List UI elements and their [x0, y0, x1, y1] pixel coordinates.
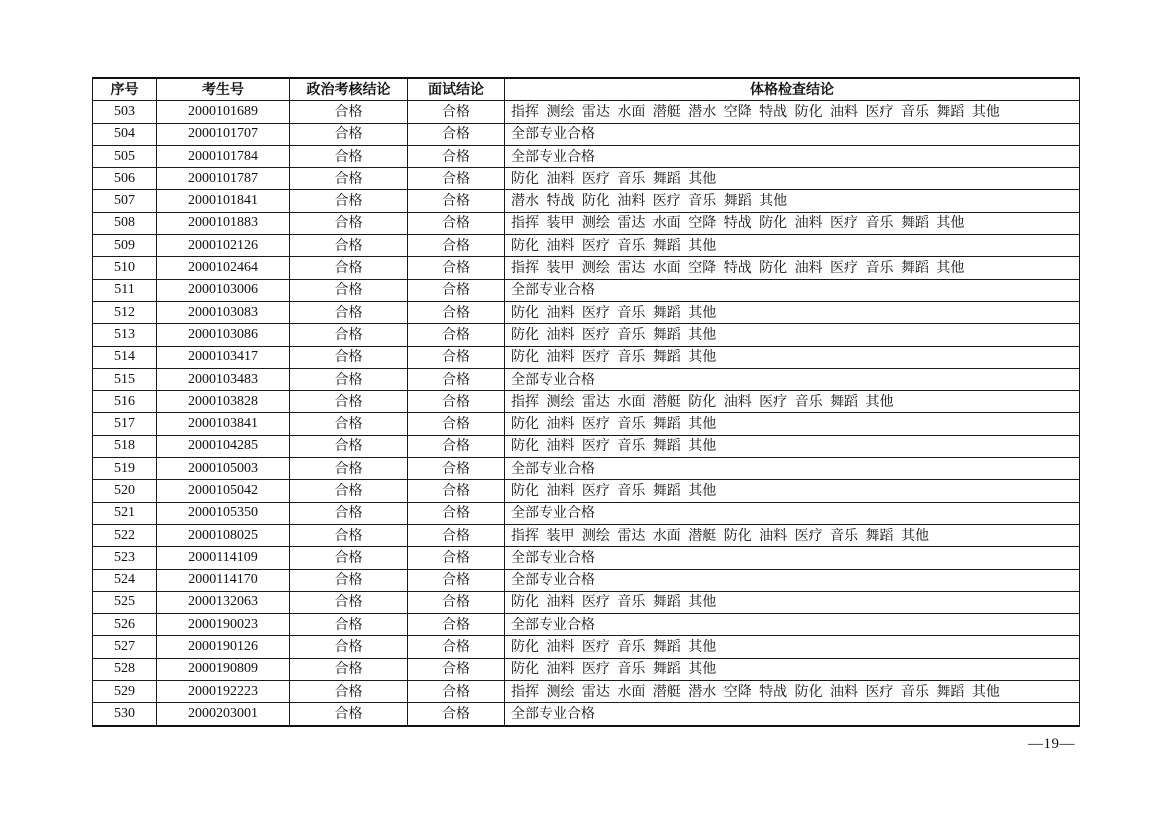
table-row — [93, 703, 1080, 726]
cell-political: 合格 — [290, 235, 408, 257]
cell-seq: 511 — [93, 279, 157, 301]
cell-seq: 522 — [93, 524, 157, 546]
cell-exam-no: 2000103086 — [157, 324, 290, 346]
cell-seq: 526 — [93, 614, 157, 636]
cell-political: 合格 — [290, 658, 408, 680]
cell-exam-no: 2000103841 — [157, 413, 290, 435]
table-row — [93, 368, 1080, 390]
cell-exam-no: 2000192223 — [157, 681, 290, 703]
cell-interview: 合格 — [408, 301, 505, 323]
cell-physical: 防化 油料 医疗 音乐 舞蹈 其他 — [505, 480, 1080, 502]
cell-exam-no: 2000190809 — [157, 658, 290, 680]
table-row — [93, 190, 1080, 212]
table-row — [93, 279, 1080, 301]
table-row — [93, 168, 1080, 190]
cell-physical: 防化 油料 医疗 音乐 舞蹈 其他 — [505, 346, 1080, 368]
cell-seq: 521 — [93, 502, 157, 524]
header-interview: 面试结论 — [408, 78, 505, 101]
cell-political: 合格 — [290, 145, 408, 167]
cell-exam-no: 2000105003 — [157, 458, 290, 480]
cell-seq: 504 — [93, 123, 157, 145]
cell-political: 合格 — [290, 458, 408, 480]
cell-political: 合格 — [290, 524, 408, 546]
cell-exam-no: 2000105350 — [157, 502, 290, 524]
cell-exam-no: 2000101883 — [157, 212, 290, 234]
cell-physical: 防化 油料 医疗 音乐 舞蹈 其他 — [505, 658, 1080, 680]
cell-seq: 513 — [93, 324, 157, 346]
cell-exam-no: 2000102126 — [157, 235, 290, 257]
cell-exam-no: 2000103828 — [157, 391, 290, 413]
cell-political: 合格 — [290, 480, 408, 502]
cell-exam-no: 2000132063 — [157, 591, 290, 613]
cell-political: 合格 — [290, 123, 408, 145]
cell-seq: 515 — [93, 368, 157, 390]
cell-seq: 510 — [93, 257, 157, 279]
page-number: —19— — [1028, 736, 1075, 752]
cell-political: 合格 — [290, 190, 408, 212]
cell-exam-no: 2000101689 — [157, 101, 290, 123]
table-row — [93, 591, 1080, 613]
cell-exam-no: 2000103006 — [157, 279, 290, 301]
cell-exam-no: 2000114109 — [157, 547, 290, 569]
cell-political: 合格 — [290, 636, 408, 658]
table-row — [93, 145, 1080, 167]
table-row — [93, 435, 1080, 457]
cell-exam-no: 2000190023 — [157, 614, 290, 636]
cell-physical: 指挥 测绘 雷达 水面 潜艇 潜水 空降 特战 防化 油料 医疗 音乐 舞蹈 其他 — [505, 101, 1080, 123]
cell-physical: 指挥 测绘 雷达 水面 潜艇 防化 油料 医疗 音乐 舞蹈 其他 — [505, 391, 1080, 413]
table-row — [93, 458, 1080, 480]
cell-interview: 合格 — [408, 591, 505, 613]
cell-interview: 合格 — [408, 257, 505, 279]
cell-physical: 全部专业合格 — [505, 145, 1080, 167]
cell-political: 合格 — [290, 279, 408, 301]
cell-interview: 合格 — [408, 324, 505, 346]
table-row — [93, 101, 1080, 123]
cell-exam-no: 2000101784 — [157, 145, 290, 167]
cell-exam-no: 2000203001 — [157, 703, 290, 726]
cell-seq: 530 — [93, 703, 157, 726]
cell-exam-no: 2000114170 — [157, 569, 290, 591]
cell-physical: 全部专业合格 — [505, 547, 1080, 569]
table-header — [93, 78, 1080, 101]
cell-exam-no: 2000104285 — [157, 435, 290, 457]
table-row — [93, 346, 1080, 368]
table-row — [93, 324, 1080, 346]
cell-interview: 合格 — [408, 658, 505, 680]
cell-interview: 合格 — [408, 235, 505, 257]
cell-interview: 合格 — [408, 502, 505, 524]
cell-interview: 合格 — [408, 368, 505, 390]
cell-seq: 505 — [93, 145, 157, 167]
cell-seq: 529 — [93, 681, 157, 703]
cell-political: 合格 — [290, 324, 408, 346]
cell-exam-no: 2000108025 — [157, 524, 290, 546]
cell-political: 合格 — [290, 346, 408, 368]
cell-seq: 518 — [93, 435, 157, 457]
cell-interview: 合格 — [408, 101, 505, 123]
cell-exam-no: 2000103417 — [157, 346, 290, 368]
cell-physical: 指挥 装甲 测绘 雷达 水面 潜艇 防化 油料 医疗 音乐 舞蹈 其他 — [505, 524, 1080, 546]
table-row — [93, 413, 1080, 435]
cell-political: 合格 — [290, 168, 408, 190]
cell-exam-no: 2000101707 — [157, 123, 290, 145]
table-row — [93, 547, 1080, 569]
cell-seq: 512 — [93, 301, 157, 323]
cell-interview: 合格 — [408, 569, 505, 591]
table-row — [93, 301, 1080, 323]
cell-physical: 防化 油料 医疗 音乐 舞蹈 其他 — [505, 301, 1080, 323]
cell-political: 合格 — [290, 368, 408, 390]
cell-physical: 防化 油料 医疗 音乐 舞蹈 其他 — [505, 591, 1080, 613]
cell-exam-no: 2000105042 — [157, 480, 290, 502]
cell-physical: 防化 油料 医疗 音乐 舞蹈 其他 — [505, 636, 1080, 658]
table-row — [93, 391, 1080, 413]
table-body — [93, 101, 1080, 726]
table-row — [93, 502, 1080, 524]
cell-interview: 合格 — [408, 614, 505, 636]
cell-interview: 合格 — [408, 480, 505, 502]
cell-physical: 防化 油料 医疗 音乐 舞蹈 其他 — [505, 235, 1080, 257]
cell-political: 合格 — [290, 681, 408, 703]
cell-political: 合格 — [290, 547, 408, 569]
cell-seq: 508 — [93, 212, 157, 234]
cell-exam-no: 2000102464 — [157, 257, 290, 279]
header-exam-no: 考生号 — [157, 78, 290, 101]
cell-political: 合格 — [290, 502, 408, 524]
table-row — [93, 257, 1080, 279]
table-row — [93, 658, 1080, 680]
cell-seq: 519 — [93, 458, 157, 480]
cell-political: 合格 — [290, 301, 408, 323]
cell-physical: 防化 油料 医疗 音乐 舞蹈 其他 — [505, 324, 1080, 346]
cell-seq: 520 — [93, 480, 157, 502]
cell-seq: 503 — [93, 101, 157, 123]
header-row — [93, 78, 1080, 101]
header-physical: 体格检查结论 — [505, 78, 1080, 101]
table-row — [93, 524, 1080, 546]
cell-seq: 516 — [93, 391, 157, 413]
cell-seq: 517 — [93, 413, 157, 435]
cell-interview: 合格 — [408, 413, 505, 435]
table-row — [93, 636, 1080, 658]
cell-interview: 合格 — [408, 190, 505, 212]
results-table — [92, 77, 1080, 727]
cell-exam-no: 2000101841 — [157, 190, 290, 212]
cell-political: 合格 — [290, 413, 408, 435]
cell-physical: 全部专业合格 — [505, 614, 1080, 636]
cell-physical: 全部专业合格 — [505, 703, 1080, 726]
cell-interview: 合格 — [408, 212, 505, 234]
cell-physical: 指挥 测绘 雷达 水面 潜艇 潜水 空降 特战 防化 油料 医疗 音乐 舞蹈 其他 — [505, 681, 1080, 703]
cell-exam-no: 2000103083 — [157, 301, 290, 323]
cell-political: 合格 — [290, 591, 408, 613]
cell-physical: 全部专业合格 — [505, 368, 1080, 390]
cell-political: 合格 — [290, 614, 408, 636]
cell-physical: 全部专业合格 — [505, 502, 1080, 524]
cell-physical: 指挥 装甲 测绘 雷达 水面 空降 特战 防化 油料 医疗 音乐 舞蹈 其他 — [505, 257, 1080, 279]
cell-political: 合格 — [290, 703, 408, 726]
cell-physical: 全部专业合格 — [505, 123, 1080, 145]
cell-interview: 合格 — [408, 636, 505, 658]
table-row — [93, 569, 1080, 591]
header-political: 政治考核结论 — [290, 78, 408, 101]
cell-seq: 527 — [93, 636, 157, 658]
cell-interview: 合格 — [408, 279, 505, 301]
cell-political: 合格 — [290, 101, 408, 123]
cell-political: 合格 — [290, 435, 408, 457]
cell-exam-no: 2000103483 — [157, 368, 290, 390]
cell-interview: 合格 — [408, 123, 505, 145]
cell-political: 合格 — [290, 212, 408, 234]
header-seq: 序号 — [93, 78, 157, 101]
cell-seq: 523 — [93, 547, 157, 569]
cell-political: 合格 — [290, 569, 408, 591]
cell-interview: 合格 — [408, 168, 505, 190]
table-row — [93, 235, 1080, 257]
cell-seq: 506 — [93, 168, 157, 190]
cell-seq: 509 — [93, 235, 157, 257]
cell-physical: 防化 油料 医疗 音乐 舞蹈 其他 — [505, 435, 1080, 457]
table-row — [93, 614, 1080, 636]
cell-interview: 合格 — [408, 703, 505, 726]
cell-physical: 全部专业合格 — [505, 279, 1080, 301]
table-row — [93, 123, 1080, 145]
cell-physical: 防化 油料 医疗 音乐 舞蹈 其他 — [505, 168, 1080, 190]
cell-interview: 合格 — [408, 391, 505, 413]
table-row — [93, 681, 1080, 703]
cell-physical: 潜水 特战 防化 油料 医疗 音乐 舞蹈 其他 — [505, 190, 1080, 212]
cell-physical: 指挥 装甲 测绘 雷达 水面 空降 特战 防化 油料 医疗 音乐 舞蹈 其他 — [505, 212, 1080, 234]
cell-physical: 防化 油料 医疗 音乐 舞蹈 其他 — [505, 413, 1080, 435]
cell-physical: 全部专业合格 — [505, 569, 1080, 591]
cell-seq: 524 — [93, 569, 157, 591]
cell-interview: 合格 — [408, 547, 505, 569]
cell-exam-no: 2000101787 — [157, 168, 290, 190]
cell-interview: 合格 — [408, 524, 505, 546]
cell-interview: 合格 — [408, 681, 505, 703]
cell-interview: 合格 — [408, 145, 505, 167]
cell-exam-no: 2000190126 — [157, 636, 290, 658]
cell-interview: 合格 — [408, 346, 505, 368]
cell-seq: 525 — [93, 591, 157, 613]
cell-interview: 合格 — [408, 458, 505, 480]
cell-political: 合格 — [290, 257, 408, 279]
cell-seq: 507 — [93, 190, 157, 212]
cell-physical: 全部专业合格 — [505, 458, 1080, 480]
table-row — [93, 480, 1080, 502]
cell-seq: 528 — [93, 658, 157, 680]
cell-interview: 合格 — [408, 435, 505, 457]
cell-political: 合格 — [290, 391, 408, 413]
table-row — [93, 212, 1080, 234]
cell-seq: 514 — [93, 346, 157, 368]
